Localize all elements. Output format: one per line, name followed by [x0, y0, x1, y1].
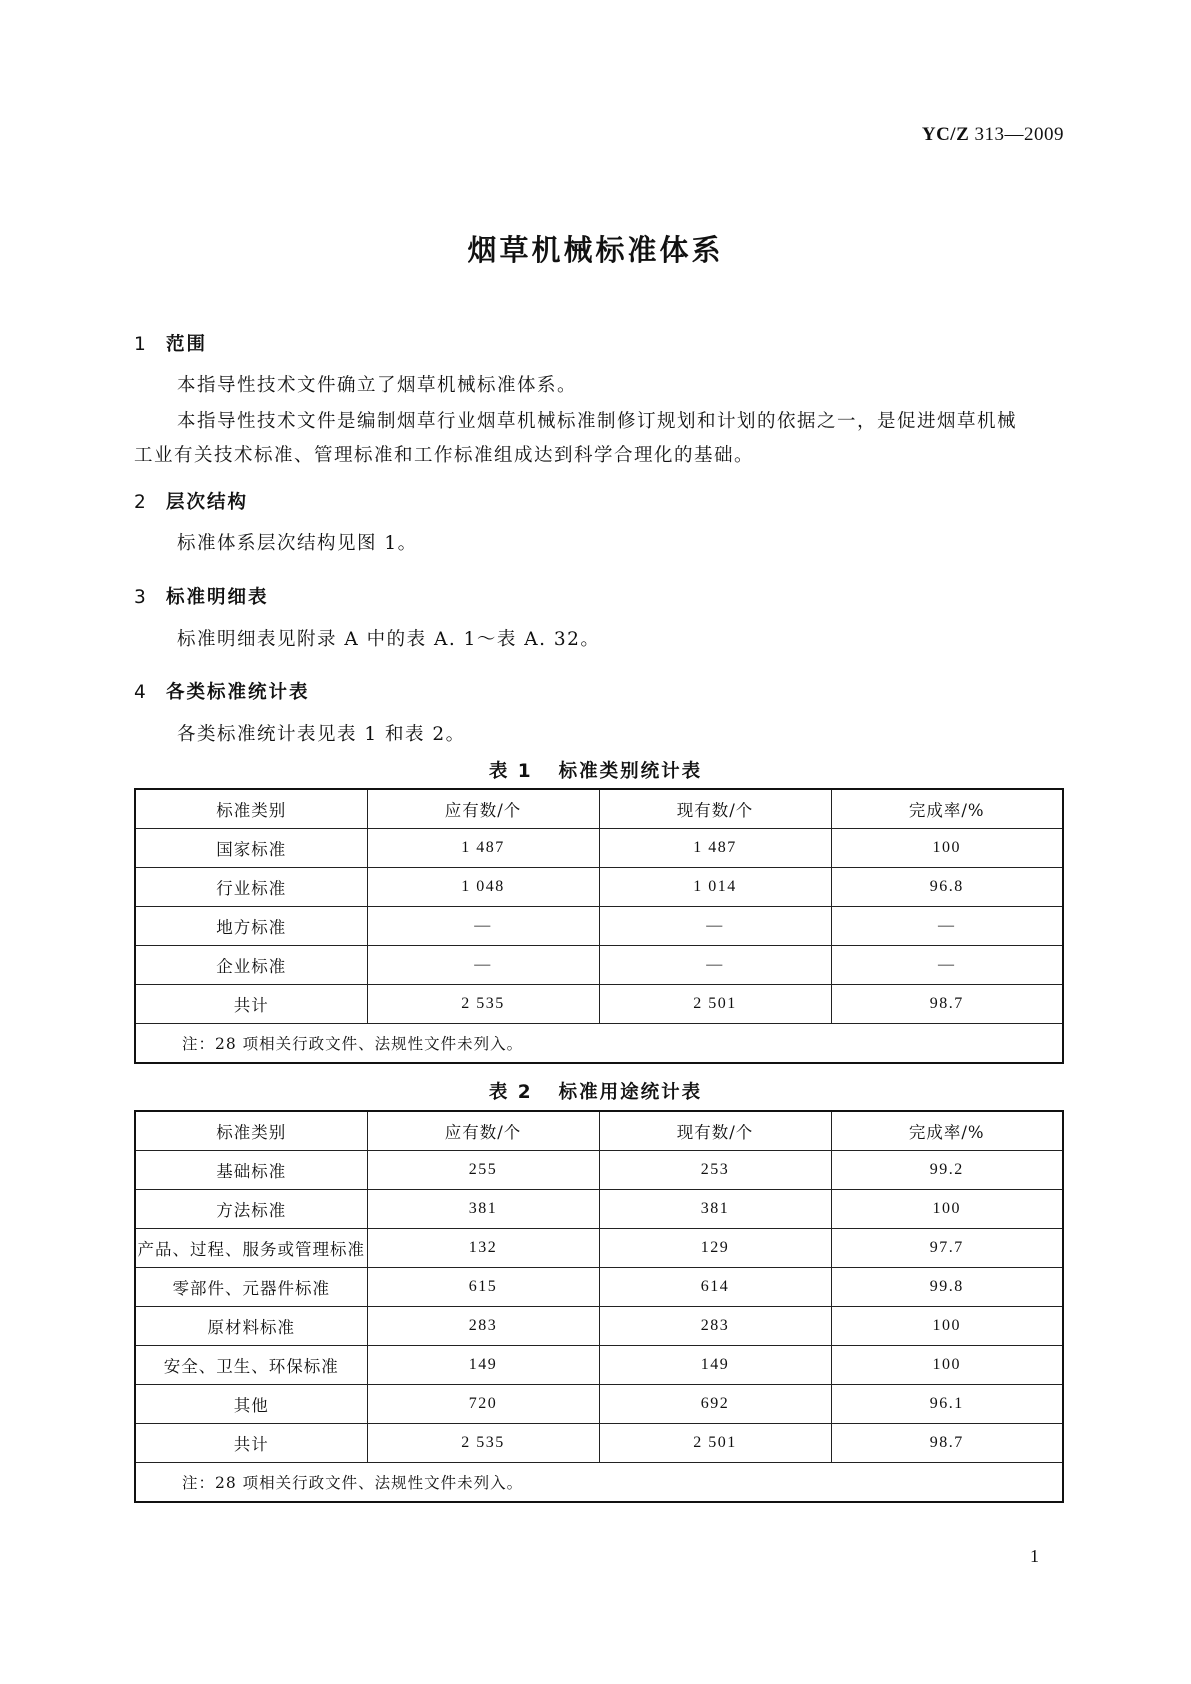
table-cell: 96.1: [831, 1385, 1063, 1424]
table-cell: 100: [831, 829, 1063, 868]
section-title: 层次结构: [166, 492, 249, 513]
table-cell: 1 487: [599, 829, 831, 868]
table-cell: 98.7: [831, 985, 1063, 1024]
header-cell: 标准类别: [135, 1111, 367, 1151]
table-cell: 96.8: [831, 868, 1063, 907]
table-cell: 共计: [135, 985, 367, 1024]
section-1-heading: [134, 330, 207, 356]
table-row: [135, 829, 1063, 868]
table-row: [135, 1151, 1063, 1190]
table-note-row: [135, 1463, 1063, 1503]
table-cell: 149: [599, 1346, 831, 1385]
table-cell: 1 014: [599, 868, 831, 907]
table-cell: 132: [367, 1229, 599, 1268]
table-cell: —: [599, 946, 831, 985]
table-cell: —: [367, 946, 599, 985]
table-cell: 149: [367, 1346, 599, 1385]
section-2-heading: [134, 488, 248, 514]
table-cell: 企业标准: [135, 946, 367, 985]
table-cell: 381: [367, 1190, 599, 1229]
document-code: [834, 124, 1064, 146]
table-cell: 381: [599, 1190, 831, 1229]
table-cell: 其他: [135, 1385, 367, 1424]
header-cell: 完成率/%: [831, 789, 1063, 829]
table-cell: 安全、卫生、环保标准: [135, 1346, 367, 1385]
table-cell: 614: [599, 1268, 831, 1307]
table-cell: 零部件、元器件标准: [135, 1268, 367, 1307]
section-1-para-2: 本指导性技术文件是编制烟草行业烟草机械标准制修订规划和计划的依据之一，是促进烟草机械: [177, 411, 1018, 432]
table-cell: 97.7: [831, 1229, 1063, 1268]
table-cell: 99.2: [831, 1151, 1063, 1190]
section-4-heading: [134, 678, 310, 704]
table-cell: 2 501: [599, 985, 831, 1024]
table-note-row: [135, 1024, 1063, 1064]
header-cell: 现有数/个: [599, 789, 831, 829]
table-row: [135, 1385, 1063, 1424]
table-cell: —: [831, 907, 1063, 946]
table-row: [135, 1346, 1063, 1385]
section-1-para-2-cont: 工业有关技术标准、管理标准和工作标准组成达到科学合理化的基础。: [134, 445, 755, 466]
header-cell: 现有数/个: [599, 1111, 831, 1151]
section-title: 标准明细表: [166, 587, 269, 608]
caption-number: 表 2: [488, 1082, 533, 1103]
table-header-row: [135, 789, 1063, 829]
table-cell: 1 487: [367, 829, 599, 868]
table-cell: —: [599, 907, 831, 946]
section-title: 范围: [166, 334, 208, 355]
page-title: 烟草机械标准体系: [467, 233, 724, 267]
table-row: [135, 868, 1063, 907]
table-row: [135, 907, 1063, 946]
section-2-para-1: 标准体系层次结构见图 1。: [177, 533, 418, 554]
header-cell: 应有数/个: [367, 789, 599, 829]
table-row: [135, 1229, 1063, 1268]
table-row: [135, 946, 1063, 985]
table-cell: 产品、过程、服务或管理标准: [135, 1229, 367, 1268]
table-cell: 98.7: [831, 1424, 1063, 1463]
table-cell: 253: [599, 1151, 831, 1190]
table-row: [135, 985, 1063, 1024]
table-cell: 2 501: [599, 1424, 831, 1463]
header-cell: 应有数/个: [367, 1111, 599, 1151]
table-2-caption: [0, 1078, 1191, 1104]
table-cell: 2 535: [367, 985, 599, 1024]
section-number: 3: [134, 587, 148, 608]
table-cell: 283: [367, 1307, 599, 1346]
table-note: 注：28 项相关行政文件、法规性文件未列入。: [135, 1463, 1063, 1503]
table-cell: 129: [599, 1229, 831, 1268]
table-row: [135, 1307, 1063, 1346]
code-number: 313—2009: [974, 124, 1064, 145]
table-header-row: [135, 1111, 1063, 1151]
caption-title: 标准类别统计表: [558, 761, 703, 782]
section-4-para-1: 各类标准统计表见表 1 和表 2。: [177, 724, 466, 745]
table-cell: 99.8: [831, 1268, 1063, 1307]
table-cell: 720: [367, 1385, 599, 1424]
table-cell: 1 048: [367, 868, 599, 907]
table-1: [134, 788, 1064, 1064]
table-cell: 2 535: [367, 1424, 599, 1463]
table-cell: 原材料标准: [135, 1307, 367, 1346]
code-prefix: YC/Z: [921, 124, 970, 145]
table-row: [135, 1190, 1063, 1229]
table-1-caption: [0, 757, 1191, 783]
caption-number: 表 1: [488, 761, 533, 782]
table-row: [135, 1268, 1063, 1307]
table-cell: 100: [831, 1190, 1063, 1229]
table-cell: —: [831, 946, 1063, 985]
caption-title: 标准用途统计表: [558, 1082, 703, 1103]
table-cell: 方法标准: [135, 1190, 367, 1229]
table-cell: 国家标准: [135, 829, 367, 868]
table-cell: 共计: [135, 1424, 367, 1463]
header-cell: 标准类别: [135, 789, 367, 829]
header-cell: 完成率/%: [831, 1111, 1063, 1151]
page-number: 1: [1030, 1546, 1039, 1566]
table-cell: 100: [831, 1346, 1063, 1385]
table-row: [135, 1424, 1063, 1463]
section-number: 2: [134, 492, 148, 513]
section-number: 4: [134, 682, 148, 703]
table-cell: 基础标准: [135, 1151, 367, 1190]
section-number: 1: [134, 334, 148, 355]
table-cell: 地方标准: [135, 907, 367, 946]
table-cell: 255: [367, 1151, 599, 1190]
table-cell: 100: [831, 1307, 1063, 1346]
table-cell: —: [367, 907, 599, 946]
table-note: 注：28 项相关行政文件、法规性文件未列入。: [135, 1024, 1063, 1064]
section-1-para-1: 本指导性技术文件确立了烟草机械标准体系。: [177, 375, 578, 396]
table-2: [134, 1110, 1064, 1503]
table-cell: 行业标准: [135, 868, 367, 907]
table-cell: 692: [599, 1385, 831, 1424]
section-title: 各类标准统计表: [166, 682, 310, 703]
table-cell: 283: [599, 1307, 831, 1346]
table-cell: 615: [367, 1268, 599, 1307]
section-3-heading: [134, 583, 269, 609]
section-3-para-1: 标准明细表见附录 A 中的表 A. 1～表 A. 32。: [177, 629, 601, 650]
